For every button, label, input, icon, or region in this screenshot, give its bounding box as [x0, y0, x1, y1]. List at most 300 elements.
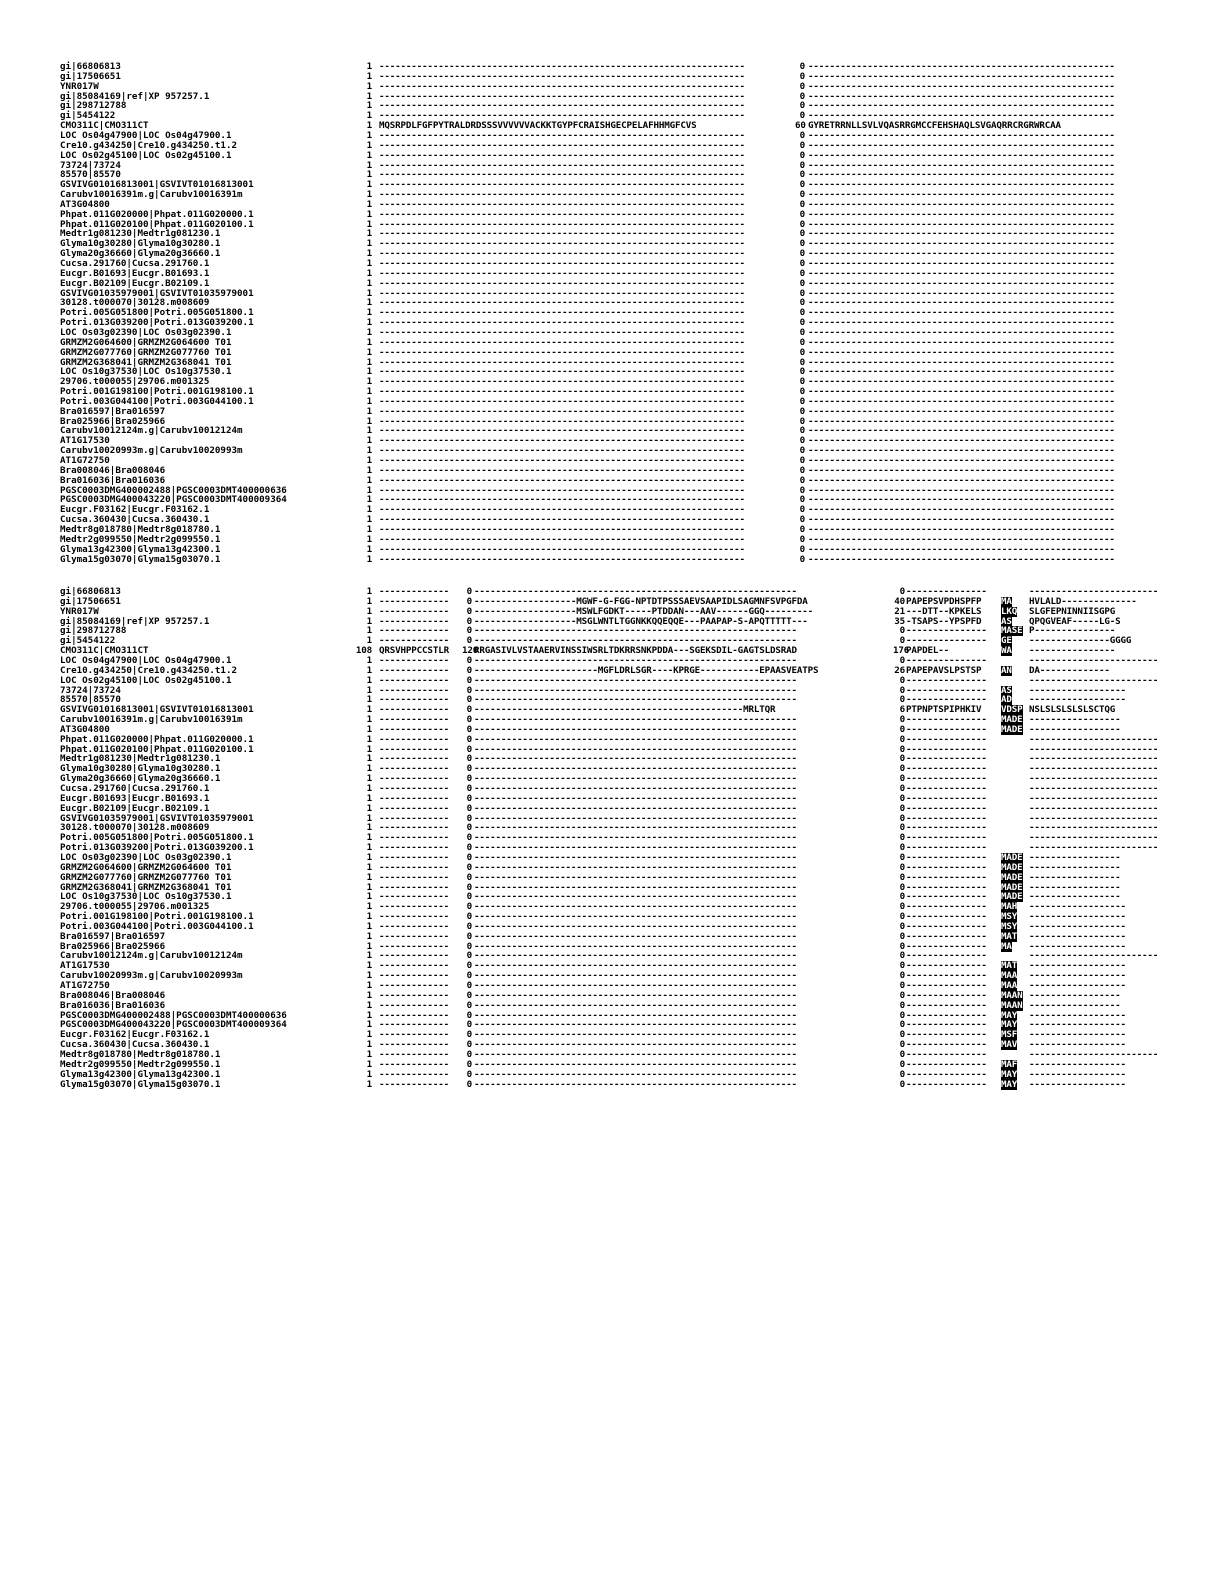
sequence-segment: ------------------------------------------------------------: [474, 1019, 797, 1031]
position-number: 0: [799, 258, 805, 269]
sequence-segment: ------------------------------------------------------------: [474, 851, 797, 863]
position-number: 0: [899, 635, 905, 647]
position-number: 0: [899, 733, 905, 745]
sequence-segment: ---------------------------------------------------------: [808, 504, 1115, 516]
position-number: 1: [366, 960, 372, 972]
position-number: 1: [366, 395, 372, 407]
sequence-name: Bra016597|Bra016597: [60, 405, 166, 417]
position-number: 1: [366, 248, 372, 260]
sequence-name: Bra016597|Bra016597: [60, 930, 166, 942]
position-number: 0: [799, 494, 805, 506]
sequence-name: Glyma13g42300|Glyma13g42300.1: [60, 543, 221, 555]
sequence-name: 30128.t000070|30128.m008609: [60, 822, 210, 834]
sequence-segment: ---------------GGGG: [1029, 635, 1132, 647]
position-number: 0: [799, 80, 805, 92]
position-number: 0: [466, 1019, 472, 1031]
highlighted-residues: MA: [1001, 940, 1012, 952]
position-number: 1: [366, 179, 372, 191]
highlighted-residues: MAAN: [1001, 999, 1023, 1011]
sequence-segment: ------------------------------------------------------------: [474, 940, 797, 952]
position-number: 1: [366, 504, 372, 516]
position-number: 1: [366, 802, 372, 814]
sequence-segment: ---------------: [906, 911, 987, 923]
position-number: 0: [466, 842, 472, 854]
sequence-segment: ------------------------: [1029, 783, 1159, 794]
sequence-segment: ---------------: [906, 881, 987, 893]
sequence-segment: ---------------------------------------------------------: [808, 80, 1115, 92]
sequence-segment: ---------------: [906, 635, 987, 647]
sequence-segment: ---------------: [906, 861, 987, 873]
position-number: 1: [366, 386, 372, 398]
position-number: 0: [799, 189, 805, 201]
position-number: 0: [466, 999, 472, 1011]
sequence-name: Cucsa.291760|Cucsa.291760.1: [60, 258, 210, 269]
sequence-segment: ------------------------: [1029, 950, 1159, 962]
position-number: 0: [799, 159, 805, 171]
sequence-segment: --------------------------------------------------------------------: [379, 504, 745, 516]
sequence-segment: -------------: [379, 674, 449, 686]
sequence-segment: ---------------------------------------------------------: [808, 90, 1115, 102]
sequence-segment: ---------------------------------------------------------: [808, 533, 1115, 545]
sequence-segment: ---------------------------------------------------------: [808, 248, 1115, 260]
sequence-segment: ------------------: [1029, 920, 1126, 932]
position-number: 0: [799, 455, 805, 466]
position-number: 0: [899, 743, 905, 755]
position-number: 1: [366, 674, 372, 686]
position-number: 0: [466, 674, 472, 686]
position-number: 0: [799, 110, 805, 122]
position-number: 0: [899, 763, 905, 775]
sequence-segment: -------------: [379, 723, 449, 735]
position-number: 6: [899, 704, 905, 716]
position-number: 0: [899, 753, 905, 765]
position-number: 0: [466, 861, 472, 873]
sequence-name: Phpat.011G020100|Phpat.011G020100.1: [60, 218, 254, 230]
sequence-segment: HVLALD--------------: [1029, 595, 1137, 607]
position-number: 0: [466, 733, 472, 745]
sequence-segment: ------------------------------------------------------------: [474, 1048, 797, 1060]
sequence-name: gi|17506651: [60, 70, 121, 82]
sequence-segment: ----------------: [1029, 645, 1116, 657]
sequence-name: gi|298712788: [60, 625, 127, 637]
sequence-segment: ---------------: [906, 940, 987, 952]
position-number: 0: [466, 1078, 472, 1090]
position-number: 0: [799, 464, 805, 476]
sequence-name: Medtr2g099550|Medtr2g099550.1: [60, 533, 221, 545]
sequence-segment: --------------------------------------------------------------------: [379, 70, 745, 82]
position-number: 0: [466, 891, 472, 903]
sequence-segment: --------------------------------------------------------------------: [379, 277, 745, 289]
sequence-segment: ---------------------------------------------------------: [808, 70, 1115, 82]
sequence-name: Potri.003G044100|Potri.003G044100.1: [60, 395, 254, 407]
sequence-name: Eucgr.F03162|Eucgr.F03162.1: [60, 504, 210, 516]
sequence-segment: -------------: [379, 773, 449, 785]
sequence-name: Glyma15g03070|Glyma15g03070.1: [60, 1078, 221, 1090]
position-number: 0: [466, 901, 472, 913]
position-number: 1: [366, 999, 372, 1011]
sequence-segment: ------------------------------------------------------------: [474, 753, 797, 765]
sequence-segment: ------------------------: [1029, 842, 1159, 854]
sequence-segment: PAPEPAVSLPSTSP: [906, 664, 982, 676]
sequence-segment: -------------: [379, 802, 449, 814]
sequence-segment: ---------------: [906, 970, 987, 982]
alignment-row: [0, 1080, 1224, 1090]
highlighted-residues: MAY: [1001, 1078, 1018, 1090]
sequence-segment: -------------: [379, 635, 449, 647]
position-number: 1: [366, 90, 372, 102]
sequence-segment: ---------------------------------------------------------: [808, 317, 1115, 329]
position-number: 0: [799, 484, 805, 496]
sequence-segment: ---------------------------------------------------------: [808, 179, 1115, 191]
position-number: 40: [894, 595, 905, 607]
position-number: 0: [466, 586, 472, 597]
position-number: 1: [366, 654, 372, 666]
sequence-segment: ------------------------: [1029, 743, 1159, 755]
highlighted-residues: MADE: [1001, 851, 1023, 863]
sequence-segment: ------------------------------------------------------------: [474, 950, 797, 962]
position-number: 1: [366, 346, 372, 358]
sequence-segment: -------------: [379, 694, 449, 706]
sequence-segment: ---------------: [906, 684, 987, 696]
sequence-segment: --------------------------------------------------------------------: [379, 494, 745, 506]
sequence-segment: ---------------------------------------------------------: [808, 139, 1115, 151]
position-number: 1: [366, 139, 372, 151]
highlighted-residues: MAT: [1001, 960, 1018, 972]
alignment-row: [0, 555, 1224, 565]
sequence-name: Carubv10020993m.g|Carubv10020993m: [60, 445, 243, 457]
position-number: 1: [366, 287, 372, 299]
sequence-segment: --------------------------------------------------------------------: [379, 405, 745, 417]
sequence-segment: ------------------------------------------------------------: [474, 822, 797, 834]
sequence-segment: -------------: [379, 684, 449, 696]
position-number: 0: [799, 386, 805, 398]
sequence-segment: -----------------: [1029, 989, 1121, 1001]
sequence-segment: -------------: [379, 1068, 449, 1080]
sequence-name: Bra025966|Bra025966: [60, 940, 166, 952]
sequence-name: AT1G17530: [60, 435, 110, 447]
position-number: 60: [795, 120, 806, 132]
position-number: 0: [466, 871, 472, 883]
highlighted-residues: AN: [1001, 664, 1012, 676]
sequence-segment: ------------------------: [1029, 586, 1159, 597]
sequence-segment: ---------------------------------------------------------: [808, 464, 1115, 476]
sequence-name: Carubv10016391m.g|Carubv10016391m: [60, 714, 243, 726]
position-number: 120: [462, 645, 479, 657]
sequence-segment: ---------------------------------------------------------: [808, 474, 1115, 486]
sequence-segment: --------------------------------------------------------------------: [379, 533, 745, 545]
sequence-segment: P---------------: [1029, 625, 1116, 637]
sequence-segment: ---------------------------------------------------------: [808, 514, 1115, 526]
position-number: 0: [466, 911, 472, 923]
sequence-segment: --------------------------------------------------------------------: [379, 464, 745, 476]
sequence-segment: ---------------------------------------------------------: [808, 494, 1115, 506]
sequence-segment: ---------------: [906, 832, 987, 844]
sequence-segment: ------------------------: [1029, 832, 1159, 844]
sequence-segment: ------------------: [1029, 694, 1126, 706]
position-number: 1: [366, 881, 372, 893]
sequence-segment: -------------: [379, 822, 449, 834]
sequence-segment: ------------------: [1029, 930, 1126, 942]
position-number: 0: [466, 743, 472, 755]
sequence-segment: PAPDEL--: [906, 645, 950, 657]
sequence-segment: ---------------: [906, 1068, 987, 1080]
sequence-segment: ---------------: [906, 822, 987, 834]
position-number: 0: [799, 228, 805, 240]
sequence-segment: ------------------------: [1029, 792, 1159, 804]
sequence-segment: ---------------: [906, 1029, 987, 1041]
position-number: 108: [355, 645, 372, 657]
position-number: 0: [799, 376, 805, 388]
sequence-segment: -------------: [379, 792, 449, 804]
highlighted-residues: MSF: [1001, 1029, 1018, 1041]
position-number: 0: [799, 445, 805, 457]
sequence-name: PGSC0003DMG400002488|PGSC0003DMT400000636: [60, 484, 287, 496]
sequence-name: Glyma15g03070|Glyma15g03070.1: [60, 553, 221, 565]
position-number: 0: [799, 366, 805, 378]
sequence-name: Potri.003G044100|Potri.003G044100.1: [60, 920, 254, 932]
sequence-name: LOC Os04g47900|LOC Os04g47900.1: [60, 654, 232, 666]
highlighted-residues: GE: [1001, 635, 1012, 647]
highlighted-residues: MSY: [1001, 920, 1018, 932]
position-number: 0: [466, 763, 472, 775]
highlighted-residues: AD: [1001, 694, 1012, 706]
position-number: 0: [466, 625, 472, 637]
highlighted-residues: MAF: [1001, 1058, 1018, 1070]
sequence-segment: ------------------------------------------------------------: [474, 802, 797, 814]
position-number: 0: [466, 1029, 472, 1041]
sequence-name: LOC Os02g45100|LOC Os02g45100.1: [60, 149, 232, 161]
sequence-name: GSVIVG01035979001|GSVIVT01035979001: [60, 287, 254, 299]
sequence-segment: ------------------------: [1029, 654, 1159, 666]
position-number: 1: [366, 435, 372, 447]
position-number: 0: [799, 474, 805, 486]
sequence-name: Glyma20g36660|Glyma20g36660.1: [60, 248, 221, 260]
sequence-name: LOC Os10g37530|LOC Os10g37530.1: [60, 366, 232, 378]
position-number: 0: [799, 336, 805, 348]
sequence-segment: -------------: [379, 861, 449, 873]
position-number: 0: [799, 553, 805, 565]
position-number: 0: [466, 920, 472, 932]
sequence-name: GRMZM2G064600|GRMZM2G064600 T01: [60, 861, 232, 873]
sequence-segment: ------------------------------------------------------------: [474, 1078, 797, 1090]
position-number: 0: [899, 851, 905, 863]
position-number: 1: [366, 415, 372, 427]
position-number: 0: [899, 891, 905, 903]
sequence-segment: ---------------: [906, 871, 987, 883]
sequence-segment: --------------------------------------------------------------------: [379, 149, 745, 161]
position-number: 1: [366, 871, 372, 883]
sequence-name: Bra025966|Bra025966: [60, 415, 166, 427]
sequence-name: LOC Os10g37530|LOC Os10g37530.1: [60, 891, 232, 903]
position-number: 0: [466, 822, 472, 834]
sequence-segment: --------------------------------------------------------------------: [379, 415, 745, 427]
sequence-segment: --------------------------------------------------------------------: [379, 198, 745, 210]
sequence-name: Eucgr.F03162|Eucgr.F03162.1: [60, 1029, 210, 1041]
sequence-segment: ------------------------------------------------------------: [474, 980, 797, 991]
position-number: 1: [366, 1058, 372, 1070]
position-number: 0: [466, 1048, 472, 1060]
sequence-segment: ---------------: [906, 851, 987, 863]
sequence-segment: ---------------: [906, 989, 987, 1001]
sequence-segment: -------------: [379, 950, 449, 962]
sequence-name: LOC Os03g02390|LOC Os03g02390.1: [60, 326, 232, 338]
sequence-segment: ---------------: [906, 1048, 987, 1060]
sequence-name: Eucgr.B02109|Eucgr.B02109.1: [60, 802, 210, 814]
position-number: 0: [899, 822, 905, 834]
position-number: 1: [366, 1029, 372, 1041]
sequence-name: CMO311C|CMO311CT: [60, 645, 149, 657]
sequence-segment: ---------------: [906, 586, 987, 597]
sequence-segment: ---------------------------------------------------------: [808, 149, 1115, 161]
position-number: 0: [466, 881, 472, 893]
position-number: 0: [799, 139, 805, 151]
sequence-segment: -------------: [379, 654, 449, 666]
sequence-name: LOC Os02g45100|LOC Os02g45100.1: [60, 674, 232, 686]
sequence-segment: ------------------------------------------------------------: [474, 920, 797, 932]
position-number: 1: [366, 277, 372, 289]
sequence-segment: ------------------------------------------------------------: [474, 1039, 797, 1051]
position-number: 1: [366, 901, 372, 913]
sequence-segment: ------------------: [1029, 1009, 1126, 1021]
position-number: 1: [366, 189, 372, 201]
position-number: 0: [899, 586, 905, 597]
position-number: 35: [894, 615, 905, 627]
position-number: 0: [466, 783, 472, 794]
sequence-name: Phpat.011G020000|Phpat.011G020000.1: [60, 733, 254, 745]
sequence-name: Medtr8g018780|Medtr8g018780.1: [60, 1048, 221, 1060]
sequence-segment: ------------------------------------------------------------: [474, 674, 797, 686]
sequence-segment: ---------------: [906, 733, 987, 745]
position-number: 1: [366, 940, 372, 952]
sequence-segment: -------------: [379, 783, 449, 794]
sequence-segment: -------------: [379, 625, 449, 637]
sequence-segment: -----------------: [1029, 891, 1121, 903]
position-number: 1: [366, 832, 372, 844]
position-number: 0: [466, 1039, 472, 1051]
position-number: 0: [799, 100, 805, 112]
position-number: 0: [466, 704, 472, 716]
sequence-segment: ---------------------------------------------------------: [808, 100, 1115, 112]
position-number: 0: [799, 543, 805, 555]
sequence-segment: GYRETRRNLLSVLVQASRRGMCCFEHSHAQLSVGAQRRCRGRWRCAA: [808, 120, 1061, 132]
sequence-segment: ---------------------------------------------------------: [808, 307, 1115, 319]
sequence-name: Potri.001G198100|Potri.001G198100.1: [60, 911, 254, 923]
sequence-segment: DA-------------: [1029, 664, 1110, 676]
sequence-name: Cre10.g434250|Cre10.g434250.t1.2: [60, 139, 238, 151]
sequence-segment: ------------------: [1029, 1058, 1126, 1070]
position-number: 1: [366, 514, 372, 526]
position-number: 1: [366, 1048, 372, 1060]
sequence-segment: --------------------------------------------------------------------: [379, 326, 745, 338]
sequence-segment: ---------------------------------------------------------: [808, 543, 1115, 555]
sequence-segment: ---------------: [906, 999, 987, 1011]
sequence-segment: -----------------: [1029, 723, 1121, 735]
sequence-name: 85570|85570: [60, 169, 121, 181]
sequence-segment: ---------------------------------------------------------: [808, 326, 1115, 338]
sequence-segment: ---------------------------------------------------------: [808, 415, 1115, 427]
position-number: 1: [366, 586, 372, 597]
position-number: 1: [366, 723, 372, 735]
position-number: 0: [899, 1029, 905, 1041]
position-number: 1: [366, 425, 372, 437]
sequence-segment: --------------------------------------------------------------------: [379, 129, 745, 141]
position-number: 1: [366, 494, 372, 506]
sequence-name: AT1G72750: [60, 980, 110, 991]
position-number: 0: [899, 684, 905, 696]
sequence-segment: ------------------: [1029, 1019, 1126, 1031]
sequence-segment: ---------------------------------------------------------: [808, 258, 1115, 269]
position-number: 0: [466, 851, 472, 863]
sequence-segment: -------------: [379, 999, 449, 1011]
sequence-segment: --------------------------------------------------------------------: [379, 139, 745, 151]
sequence-segment: ---------------: [906, 743, 987, 755]
position-number: 0: [799, 208, 805, 220]
sequence-segment: ---------------: [906, 802, 987, 814]
sequence-segment: -------------: [379, 871, 449, 883]
position-number: 1: [366, 1039, 372, 1051]
sequence-name: Medtr8g018780|Medtr8g018780.1: [60, 523, 221, 535]
sequence-segment: ------------------------------------------------------------: [474, 930, 797, 942]
highlighted-residues: VDSP: [1001, 704, 1023, 716]
sequence-segment: ------------------------------------------------------------: [474, 723, 797, 735]
position-number: 1: [366, 149, 372, 161]
position-number: 0: [799, 395, 805, 407]
sequence-segment: --------------------------------------------------------------------: [379, 474, 745, 486]
sequence-name: Carubv10020993m.g|Carubv10020993m: [60, 970, 243, 982]
sequence-segment: ---------------------------------------------------------: [808, 208, 1115, 220]
sequence-segment: ---------------: [906, 1019, 987, 1031]
sequence-segment: -------------: [379, 980, 449, 991]
sequence-segment: ------------------------: [1029, 1048, 1159, 1060]
position-number: 0: [799, 504, 805, 516]
position-number: 1: [366, 267, 372, 279]
position-number: 0: [899, 1068, 905, 1080]
position-number: 0: [899, 714, 905, 726]
sequence-segment: ------------------------------------------------------------: [474, 832, 797, 844]
position-number: 0: [466, 970, 472, 982]
sequence-name: Cucsa.360430|Cucsa.360430.1: [60, 1039, 210, 1051]
sequence-segment: -----------------------MGFLDRLSGR----KPRGE-----------EPAASVEATPS: [474, 664, 819, 676]
position-number: 0: [799, 435, 805, 447]
position-number: 1: [366, 169, 372, 181]
sequence-name: Cre10.g434250|Cre10.g434250.t1.2: [60, 664, 238, 676]
position-number: 0: [466, 694, 472, 706]
sequence-segment: --------------------------------------------------------------------: [379, 386, 745, 398]
position-number: 1: [366, 307, 372, 319]
sequence-segment: -------------: [379, 733, 449, 745]
sequence-name: Medtr2g099550|Medtr2g099550.1: [60, 1058, 221, 1070]
sequence-segment: ---------------: [906, 654, 987, 666]
position-number: 0: [799, 287, 805, 299]
sequence-name: GSVIVG01035979001|GSVIVT01035979001: [60, 812, 254, 824]
sequence-name: Glyma10g30280|Glyma10g30280.1: [60, 238, 221, 250]
highlighted-residues: WA: [1001, 645, 1012, 657]
sequence-segment: ---------------------------------------------------------: [808, 425, 1115, 437]
sequence-segment: -------------: [379, 586, 449, 597]
position-number: 0: [799, 248, 805, 260]
position-number: 1: [366, 317, 372, 329]
sequence-segment: ---------------------------------------------------------: [808, 455, 1115, 466]
position-number: 0: [899, 654, 905, 666]
position-number: 1: [366, 474, 372, 486]
sequence-segment: -----------------: [1029, 851, 1121, 863]
highlighted-residues: MA: [1001, 595, 1012, 607]
sequence-segment: -----------------: [1029, 861, 1121, 873]
sequence-name: Eucgr.B01693|Eucgr.B01693.1: [60, 792, 210, 804]
sequence-segment: -------------------MGWF-G-FGG-NPTDTPSSSAEVSAAPIDLSAGMNFSVPGFDA: [474, 595, 808, 607]
position-number: 0: [899, 1058, 905, 1070]
position-number: 0: [899, 783, 905, 794]
